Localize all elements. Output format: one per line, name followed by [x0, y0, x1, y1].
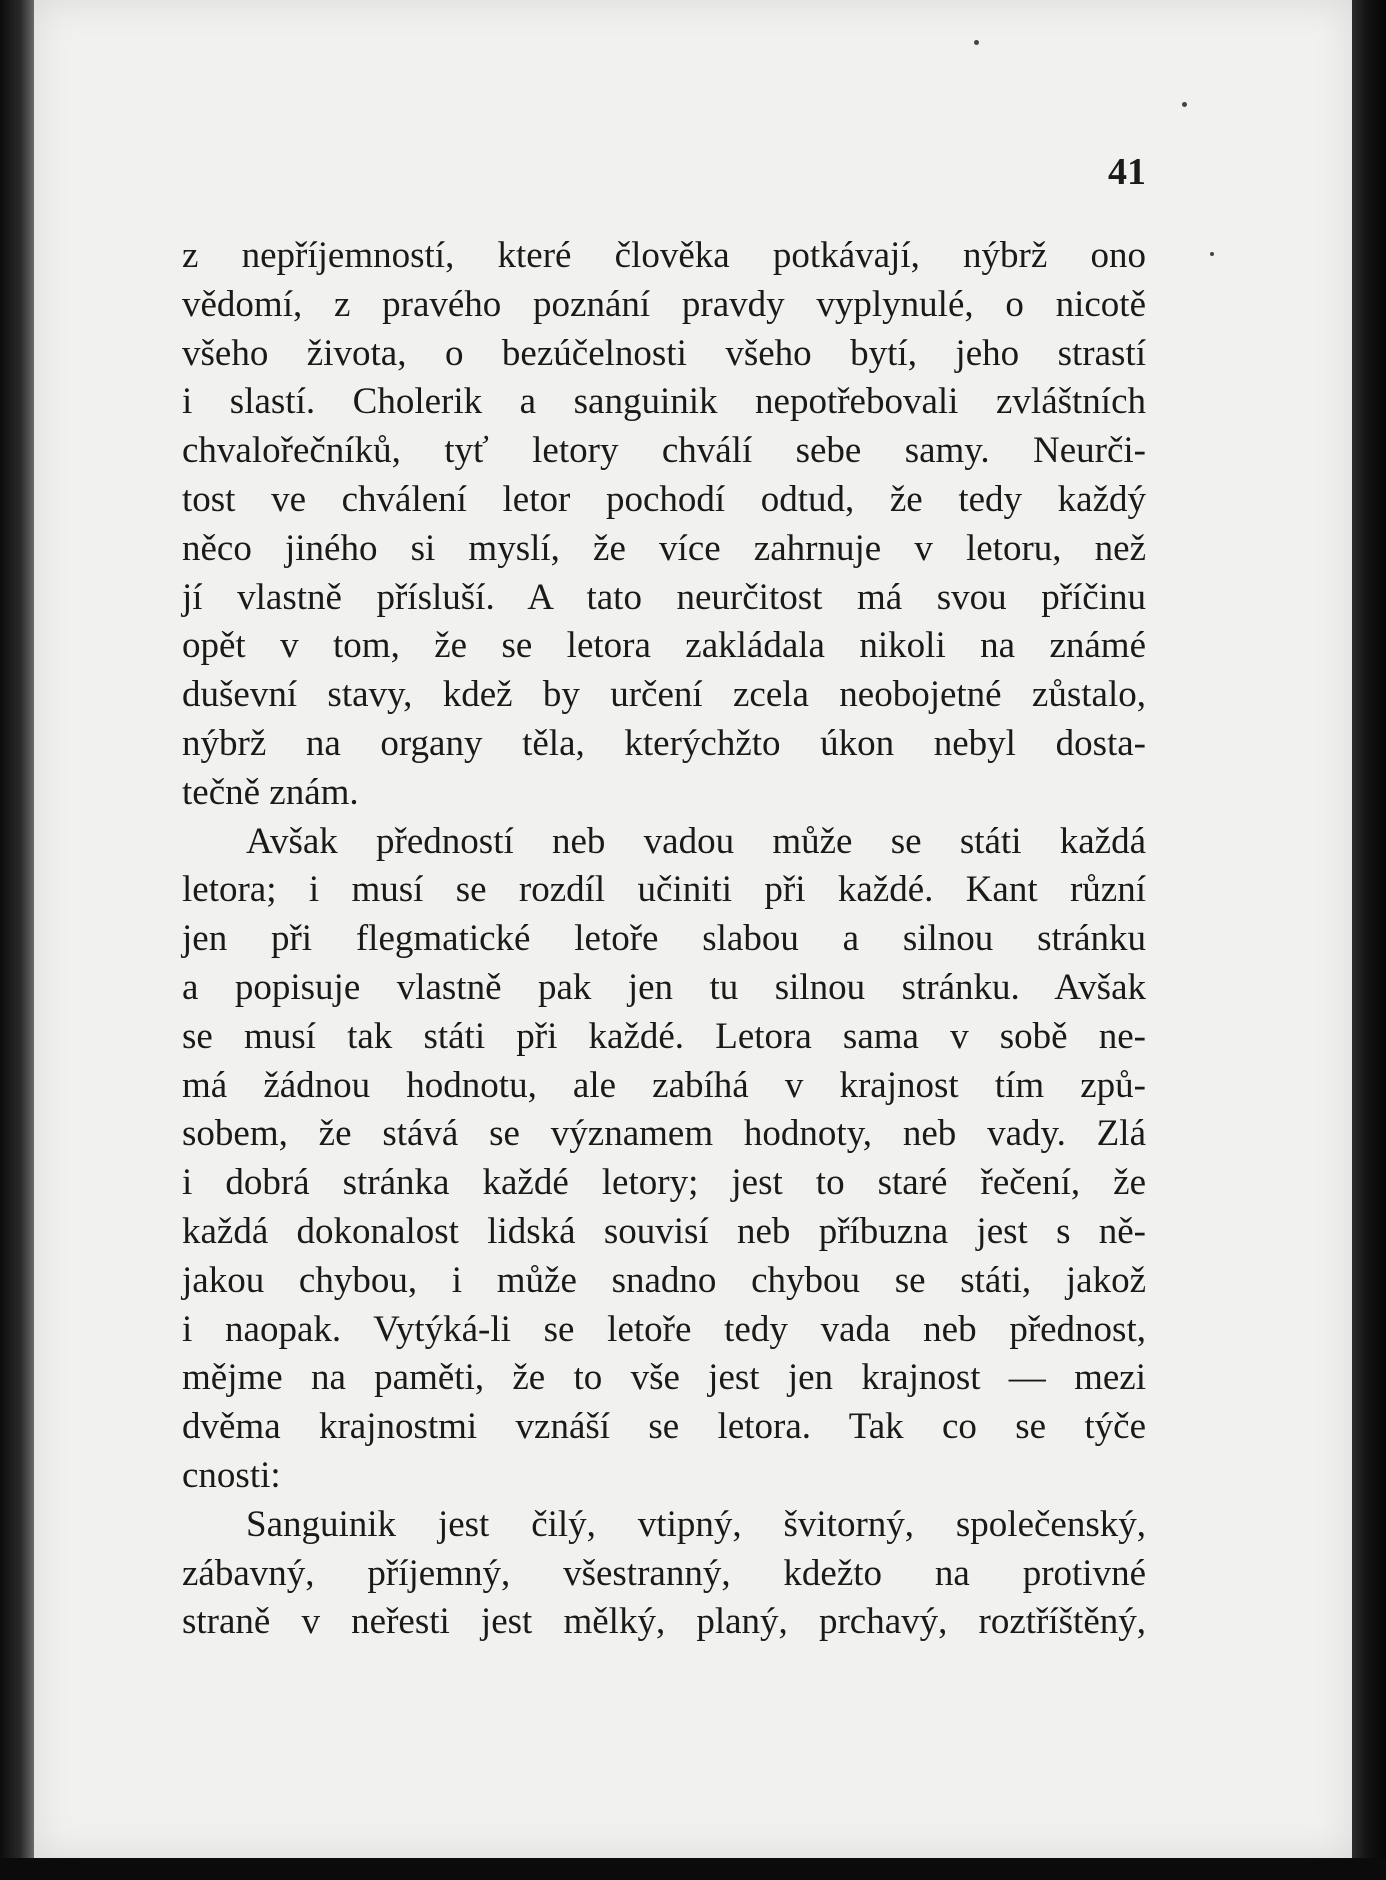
text-line: i slastí. Cholerik a sanguinik nepotřebovali zvláštních — [182, 381, 1146, 423]
paper-speck — [974, 40, 979, 45]
left-page-edge — [0, 0, 34, 1880]
page-number: 41 — [1108, 151, 1146, 193]
text-line: chvalořečníků, tyť letory chválí sebe samy. Neurči- — [182, 430, 1146, 472]
text-line: tost ve chválení letor pochodí odtud, že tedy každý — [182, 478, 1146, 520]
text-line: dvěma krajnostmi vznáší se letora. Tak co se týče — [182, 1406, 1146, 1448]
text-line: sobem, že stává se významem hodnoty, neb vady. Zlá — [182, 1113, 1146, 1155]
paper-speck — [1210, 252, 1214, 256]
paper-speck — [1182, 102, 1187, 107]
text-line: Avšak předností neb vadou může se státi každá — [246, 820, 1146, 862]
text-line: i naopak. Vytýká-li se letoře tedy vada neb přednost, — [182, 1308, 1146, 1350]
text-line: opět v tom, že se letora zakládala nikoli na známé — [182, 625, 1146, 667]
text-line: i dobrá stránka každé letory; jest to staré řečení, že — [182, 1162, 1146, 1204]
bottom-page-edge — [0, 1858, 1386, 1880]
text-line: jakou chybou, i může snadno chybou se státi, jakož — [182, 1259, 1146, 1301]
text-line: zábavný, příjemný, všestranný, kdežto na protivné — [182, 1552, 1146, 1594]
text-line: má žádnou hodnotu, ale zabíhá v krajnost tím způ- — [182, 1064, 1146, 1106]
text-line: straně v neřesti jest mělký, planý, prchavý, roztříštěný, — [182, 1601, 1146, 1643]
text-line: cnosti: — [182, 1454, 281, 1496]
body-text — [182, 232, 1146, 1647]
text-line: mějme na paměti, že to vše jest jen krajnost — mezi — [182, 1357, 1146, 1399]
text-line: Sanguinik jest čilý, vtipný, švitorný, společenský, — [246, 1503, 1146, 1545]
text-line: všeho života, o bezúčelnosti všeho bytí, jeho strastí — [182, 332, 1146, 374]
text-line: tečně znám. — [182, 771, 359, 813]
text-line: se musí tak státi při každé. Letora sama v sobě ne- — [182, 1015, 1146, 1057]
text-line: každá dokonalost lidská souvisí neb příbuzna jest s ně- — [182, 1210, 1146, 1252]
text-line: vědomí, z pravého poznání pravdy vyplynulé, o nicotě — [182, 283, 1146, 325]
text-line: duševní stavy, kdež by určení zcela neobojetné zůstalo, — [182, 674, 1146, 716]
text-line: jen při flegmatické letoře slabou a silnou stránku — [182, 918, 1146, 960]
text-line: nýbrž na organy těla, kterýchžto úkon nebyl dosta- — [182, 722, 1146, 764]
text-line: něco jiného si myslí, že více zahrnuje v letoru, než — [182, 527, 1146, 569]
text-line: z nepříjemností, které člověka potkávají, nýbrž ono — [182, 235, 1146, 276]
text-line: a popisuje vlastně pak jen tu silnou stránku. Avšak — [182, 966, 1146, 1008]
text-line: jí vlastně přísluší. A tato neurčitost má svou příčinu — [182, 576, 1146, 618]
right-page-edge — [1352, 0, 1386, 1880]
text-line: letora; i musí se rozdíl učiniti při každé. Kant různí — [182, 869, 1146, 911]
